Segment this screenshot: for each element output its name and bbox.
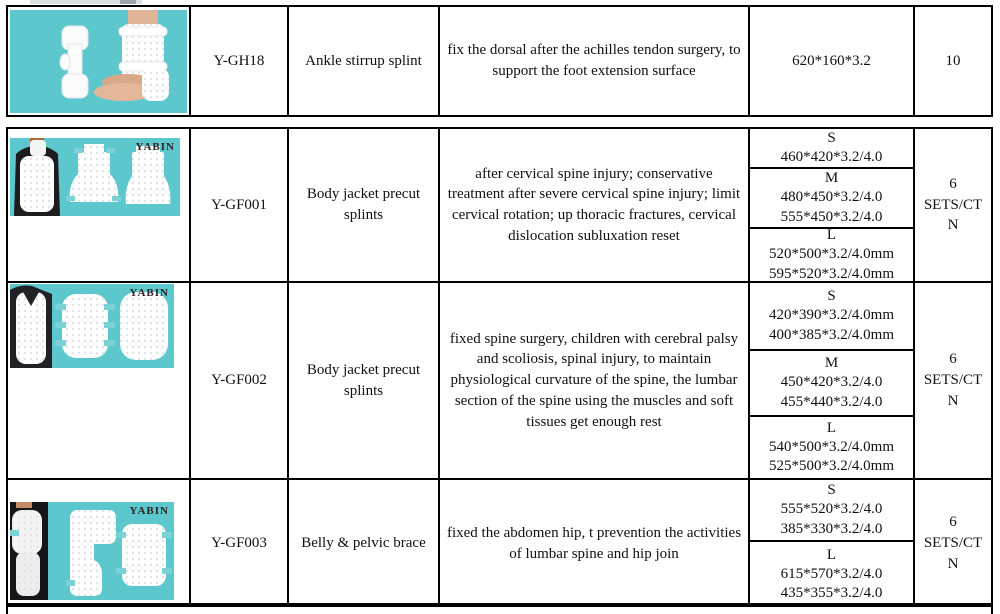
product-description: fixed the abdomen hip, t prevention the activities of lumbar spine and hip join [446, 524, 742, 562]
size-label: L [826, 419, 837, 436]
model-code: Y-GH18 [213, 52, 265, 69]
qty-cell [915, 480, 991, 607]
table-row-ygf002 [8, 281, 991, 478]
product-description: fix the dorsal after the achilles tendon surgery, to support the foot extension surface [447, 42, 741, 79]
body-jacket-precut-2-photo [10, 284, 174, 368]
size-group-m [750, 351, 913, 417]
previous-row-remnant [30, 0, 142, 4]
size-label: L [826, 229, 837, 244]
description-cell [440, 7, 750, 115]
brand-watermark: YABIN [129, 505, 169, 517]
size-group-s [750, 129, 913, 169]
size-label: S [827, 482, 836, 499]
table-row-ygf001 [8, 129, 991, 281]
description-cell [440, 283, 750, 478]
size-group-l [750, 229, 913, 281]
description-cell [440, 480, 750, 607]
product-description: after cervical spine injury; conservative treatment after severe cervical spine injury; limit cervical rotation; up thoracic fractures, cervical dislocation subluxation reset [447, 165, 741, 244]
size-dim: 455*440*3.2/4.0 [780, 393, 883, 410]
model-cell [191, 7, 289, 115]
qty-cell [915, 283, 991, 478]
model-cell [191, 283, 289, 478]
photo-cell-ygf001 [8, 129, 191, 281]
size-dim: 460*420*3.2/4.0 [780, 149, 883, 165]
table-row-ygf003 [8, 478, 991, 607]
qty-value: 6 SETS/CTN [923, 175, 983, 234]
qty-cell [915, 129, 991, 281]
belly-pelvic-brace-photo [10, 502, 174, 600]
product-name: Ankle stirrup splint [305, 52, 422, 69]
product-name: Body jacket precut splints [306, 186, 421, 223]
size-cell [750, 7, 915, 115]
brand-watermark: YABIN [135, 141, 175, 153]
table-row-ygh18 [6, 5, 993, 117]
size-group-s [750, 283, 913, 351]
next-table-partial [6, 605, 993, 614]
name-cell [289, 7, 440, 115]
qty-value: 10 [945, 52, 961, 69]
previous-row-remnant-mark [120, 0, 136, 4]
name-cell [289, 480, 440, 607]
photo-cell-ygf002 [8, 283, 191, 478]
size-cell [750, 283, 915, 478]
model-code: Y-GF001 [211, 196, 267, 213]
size-dim: 615*570*3.2/4.0 [780, 565, 883, 582]
size-label: S [827, 129, 836, 146]
size-group-l [750, 542, 913, 607]
size-dim: 435*355*3.2/4.0 [780, 585, 883, 602]
size-cell [750, 480, 915, 607]
photo-cell-ygh18 [8, 7, 191, 115]
name-cell [289, 283, 440, 478]
size-dim: 420*390*3.2/4.0mm [768, 307, 894, 324]
size-label: M [824, 170, 839, 187]
size-dim: 540*500*3.2/4.0mm [768, 438, 894, 455]
size-group-m [750, 169, 913, 229]
qty-value: 6 SETS/CTN [923, 351, 983, 409]
size-group-l [750, 417, 913, 478]
size-dim: 525*500*3.2/4.0mm [768, 458, 894, 475]
ankle-splint-illustration [10, 10, 187, 113]
description-cell [440, 129, 750, 281]
ankle-stirrup-splint-photo [10, 10, 187, 113]
photo-cell-ygf003 [8, 480, 191, 607]
qty-value: 6 SETS/CTN [923, 514, 983, 572]
qty-cell [915, 7, 991, 115]
size-dim: 595*520*3.2/4.0mm [768, 265, 894, 281]
product-name: Body jacket precut splints [306, 361, 421, 399]
size-group-s [750, 480, 913, 542]
product-description: fixed spine surgery, children with cerebral palsy and scoliosis, spinal injury, to maintain physiological curvature of the spine, the lumbar section of the spine using the muscles and soft tissues get enough rest [449, 330, 739, 430]
body-jacket-precut-photo [10, 138, 180, 216]
table-body-jackets [6, 127, 993, 605]
size-dim: 480*450*3.2/4.0 [780, 189, 883, 206]
size-dim: 520*500*3.2/4.0mm [768, 246, 894, 263]
size-label: L [826, 546, 837, 563]
size-dim: 450*420*3.2/4.0 [780, 374, 883, 391]
size-cell [750, 129, 915, 281]
brand-watermark: YABIN [129, 287, 169, 299]
product-name: Belly & pelvic brace [301, 535, 426, 552]
size-value: 620*160*3.2 [792, 52, 871, 69]
size-label: M [824, 355, 839, 372]
size-dim: 555*520*3.2/4.0 [780, 501, 883, 518]
size-dim: 400*385*3.2/4.0mm [768, 326, 894, 343]
size-dim: 385*330*3.2/4.0 [780, 520, 883, 537]
name-cell [289, 129, 440, 281]
model-cell [191, 480, 289, 607]
model-cell [191, 129, 289, 281]
model-code: Y-GF002 [211, 372, 267, 389]
size-dim: 555*450*3.2/4.0 [780, 208, 883, 225]
model-code: Y-GF003 [211, 535, 267, 552]
size-label: S [827, 288, 836, 305]
